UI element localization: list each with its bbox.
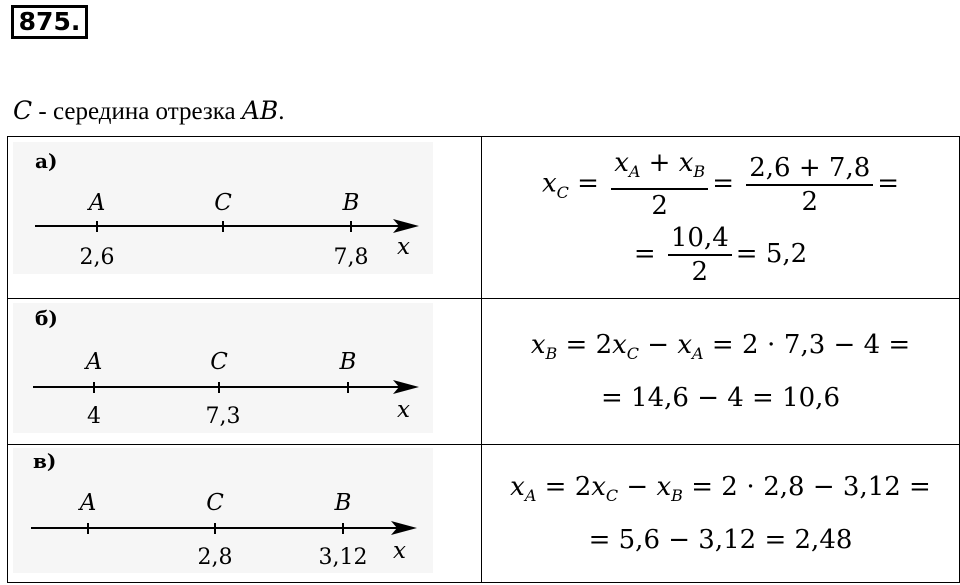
axis-label-x: x [397,396,410,423]
fraction-numerator: 10,4 [668,222,732,256]
number-line-c [13,448,433,573]
point-label-b: B [339,348,357,375]
axis-label-x: x [397,233,410,260]
formula-sub: B [693,162,706,182]
statement-segment: AB [241,96,279,125]
fraction-sum [668,222,732,288]
axis-label-x: x [393,538,406,564]
value-b: 7,8 [333,244,369,270]
formula-sub: A [628,162,641,182]
part-label-b: б) [35,305,58,330]
formula-cell-b [482,299,960,445]
number-line-figure-c [13,448,433,573]
statement-text: - середина отрезка [32,98,242,125]
point-label-c: C [210,348,228,375]
solution-row-a [8,137,960,299]
value-a: 2,6 [79,244,115,270]
point-label-c: C [214,189,232,216]
formula-c-calc: 2 ⋅ 2,8 − 3,12 = [721,471,931,502]
number-line-figure-b [13,303,433,433]
figure-cell-a [8,137,482,299]
formula-cell-a [482,137,960,299]
point-label-b: B [334,490,352,516]
number-line-figure-a [13,142,433,274]
fraction-general: $\frac{x_A + x_B}{2}$ [611,147,708,222]
fraction-substituted [746,152,873,218]
point-label-a: A [79,490,97,516]
fraction-denominator: 2 [691,257,709,288]
formula-a-line1: $x_C$ = $\frac{x_A + x_B}{2}$ = $\frac{2,6 + 7,8}{2}$ = [541,147,900,222]
fraction-numerator: 2,6 + 7,8 [746,152,873,186]
statement-end: . [278,98,285,125]
point-label-a: A [85,348,103,375]
value-c: 2,8 [197,545,233,570]
formula-b-line1: $x_B = 2x_C - x_A = 2 \cdot 7,3 - 4$ = [530,329,911,364]
fraction-denominator: 2 [801,186,819,217]
part-label-c: в) [33,449,57,473]
formula-a-result: 5,2 [765,239,808,270]
problem-statement [13,96,285,126]
point-label-b: B [342,189,360,216]
solution-row-b [8,299,960,445]
formula-b-calc: 2 ⋅ 7,3 − 4 = [741,329,911,360]
problem-number: 875. [11,5,88,39]
value-a: 4 [87,403,101,429]
figure-cell-c [8,445,482,583]
formula-c-line2: = 5,6 − 3,12 = 2,48 [588,525,853,556]
formula-b-line2: = 14,6 − 4 = 10,6 [600,383,840,414]
point-label-c: C [206,490,224,516]
value-c: 7,3 [205,403,241,429]
number-line-a [13,142,433,274]
statement-point: C [13,96,33,125]
formula-sub: C [556,182,569,202]
formula-a-line2: = $\frac{10,4}{2}$ = 5,2 [633,223,808,288]
solution-row-c [8,445,960,583]
part-label-a: а) [35,148,58,173]
solution-table [7,136,960,583]
value-b: 3,12 [318,545,368,570]
fraction-denominator: 2 [651,191,668,222]
formula-c-line1: $x_A = 2x_C - x_B = 2 \cdot 2,8 - 3,12$ = [510,471,931,506]
formula-cell-c [482,445,960,583]
number-line-b [13,303,433,433]
point-label-a: A [88,189,106,216]
figure-cell-b [8,299,482,445]
